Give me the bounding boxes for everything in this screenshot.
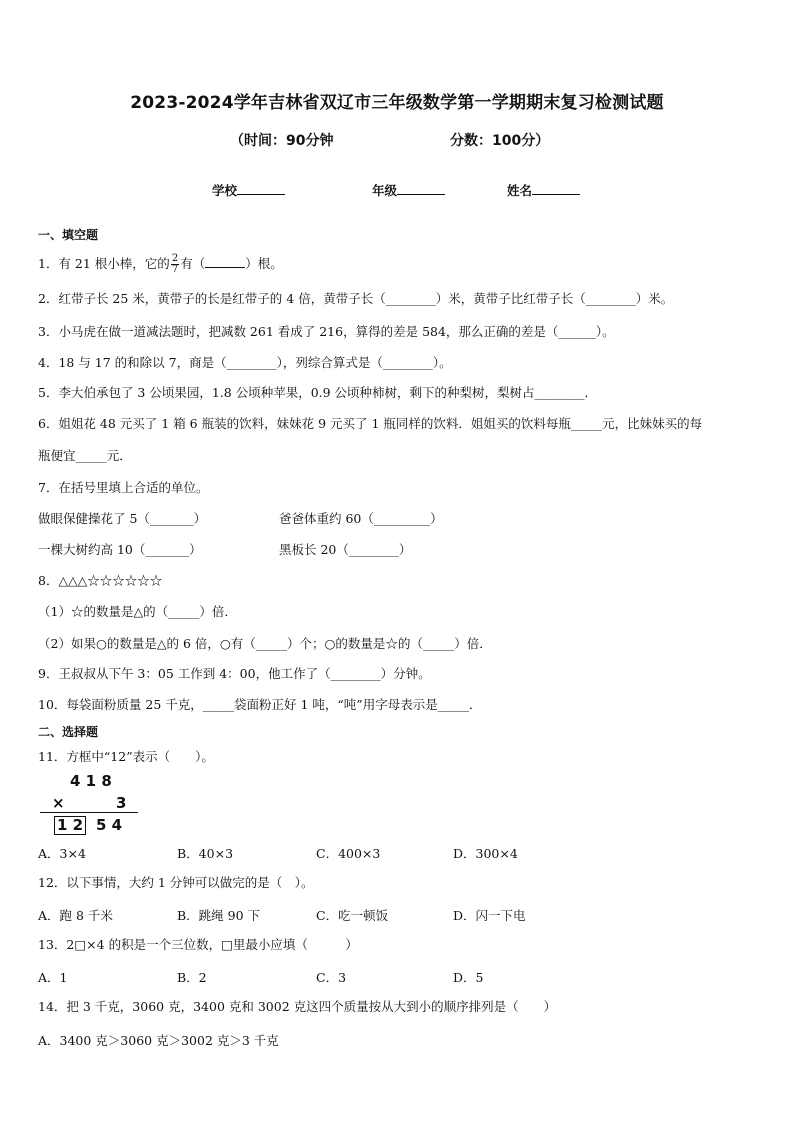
q12-option-b[interactable]: B．跳绳 90 下 <box>177 908 261 923</box>
q11-option-c[interactable]: C．400×3 <box>316 846 381 861</box>
q11-option-a[interactable]: A．3×4 <box>38 846 86 861</box>
boxed-digits: 1 2 <box>57 816 84 834</box>
question-9: 9．王叔叔从下午 3：05 工作到 4：00，他工作了（________）分钟。 <box>38 666 431 681</box>
vertical-multiplication <box>40 772 140 838</box>
question-1: 1．有 21 根小棒，它的 $\frac{2}{7}$ 有（ ）根。 <box>38 253 283 275</box>
name-field[interactable] <box>507 181 580 199</box>
q13-option-a[interactable]: A．1 <box>38 970 68 985</box>
question-3: 3．小马虎在做一道减法题时，把减数 261 看成了 216，算得的差是 584，那么正确的差是（______）。 <box>38 324 615 339</box>
school-blank[interactable] <box>237 181 285 195</box>
question-7-d: 黑板长 20（________） <box>279 542 412 557</box>
q11-option-b[interactable]: B．40×3 <box>177 846 234 861</box>
question-8-part2: （2）如果○的数量是△的 6 倍，○有（_____）个；○的数量是☆的（_____）倍． <box>38 636 492 651</box>
name-label: 姓名 <box>507 183 533 198</box>
question-10: 10．每袋面粉质量 25 千克，_____袋面粉正好 1 吨，“吨”用字母表示是_____． <box>38 697 482 712</box>
q13-option-b[interactable]: B．2 <box>177 970 207 985</box>
question-14: 14．把 3 千克，3060 克，3400 克和 3002 克这四个质量按从大到小的顺序排列是（ ） <box>38 999 557 1014</box>
question-13: 13．2□×4 的积是一个三位数，□里最小应填（ ） <box>38 937 358 952</box>
question-8-part1: （1）☆的数量是△的（_____）倍． <box>38 604 237 619</box>
exam-time: （时间：90分钟 <box>230 133 334 149</box>
q12-option-c[interactable]: C．吃一顿饭 <box>316 908 389 923</box>
question-8: 8．△△△☆☆☆☆☆☆ <box>38 573 163 588</box>
question-6-line2: 瓶便宜_____元． <box>38 448 132 463</box>
grade-field[interactable] <box>372 181 445 199</box>
question-6-line1: 6．姐姐花 48 元买了 1 箱 6 瓶装的饮料，妹妹花 9 元买了 1 瓶同样的饮料．姐姐买的饮料每瓶_____元，比妹妹买的每 <box>38 416 703 431</box>
answer-blank[interactable] <box>205 255 245 268</box>
fraction: $\frac{2}{7}$ <box>171 253 179 275</box>
multiplier: 3 <box>116 794 127 812</box>
q13-option-d[interactable]: D．5 <box>453 970 484 985</box>
school-label: 学校 <box>212 183 238 198</box>
question-7-b: 爸爸体重约 60（_________） <box>279 511 443 526</box>
multiplicand: 4 1 8 <box>70 772 112 790</box>
question-11: 11．方框中“12”表示（ ）。 <box>38 749 214 764</box>
q14-option-a[interactable]: A．3400 克＞3060 克＞3002 克＞3 千克 <box>38 1033 279 1048</box>
question-4: 4．18 与 17 的和除以 7，商是（________），列综合算式是（________）。 <box>38 355 452 370</box>
name-blank[interactable] <box>532 181 580 195</box>
q12-option-a[interactable]: A．跑 8 千米 <box>38 908 113 923</box>
times-sign: × <box>52 794 65 812</box>
exam-score: 分数：100分） <box>450 133 550 149</box>
question-7-a: 做眼保健操花了 5（_______） <box>38 511 207 526</box>
section-multiple-choice: 二、选择题 <box>38 725 99 739</box>
product-rest: 5 4 <box>96 816 123 834</box>
q13-option-c[interactable]: C．3 <box>316 970 347 985</box>
question-12: 12．以下事情，大约 1 分钟可以做完的是（ ）。 <box>38 875 314 890</box>
q11-option-d[interactable]: D．300×4 <box>453 846 518 861</box>
school-field[interactable] <box>212 181 285 199</box>
question-5: 5．李大伯承包了 3 公顷果园，1.8 公顷种苹果，0.9 公顷种柿树，剩下的种梨树，梨树占________． <box>38 385 598 400</box>
section-fill-blank: 一、填空题 <box>38 228 99 242</box>
question-7-c: 一棵大树约高 10（_______） <box>38 542 202 557</box>
grade-blank[interactable] <box>397 181 445 195</box>
calc-rule <box>40 812 138 813</box>
page-title: 2023-2024学年吉林省双辽市三年级数学第一学期期末复习检测试题 <box>130 93 664 113</box>
question-2: 2．红带子长 25 米，黄带子的长是红带子的 4 倍，黄带子长（________）米，黄带子比红带子长（________）米。 <box>38 291 674 306</box>
q12-option-d[interactable]: D．闪一下电 <box>453 908 526 923</box>
question-7: 7．在括号里填上合适的单位。 <box>38 480 209 495</box>
grade-label: 年级 <box>372 183 398 198</box>
